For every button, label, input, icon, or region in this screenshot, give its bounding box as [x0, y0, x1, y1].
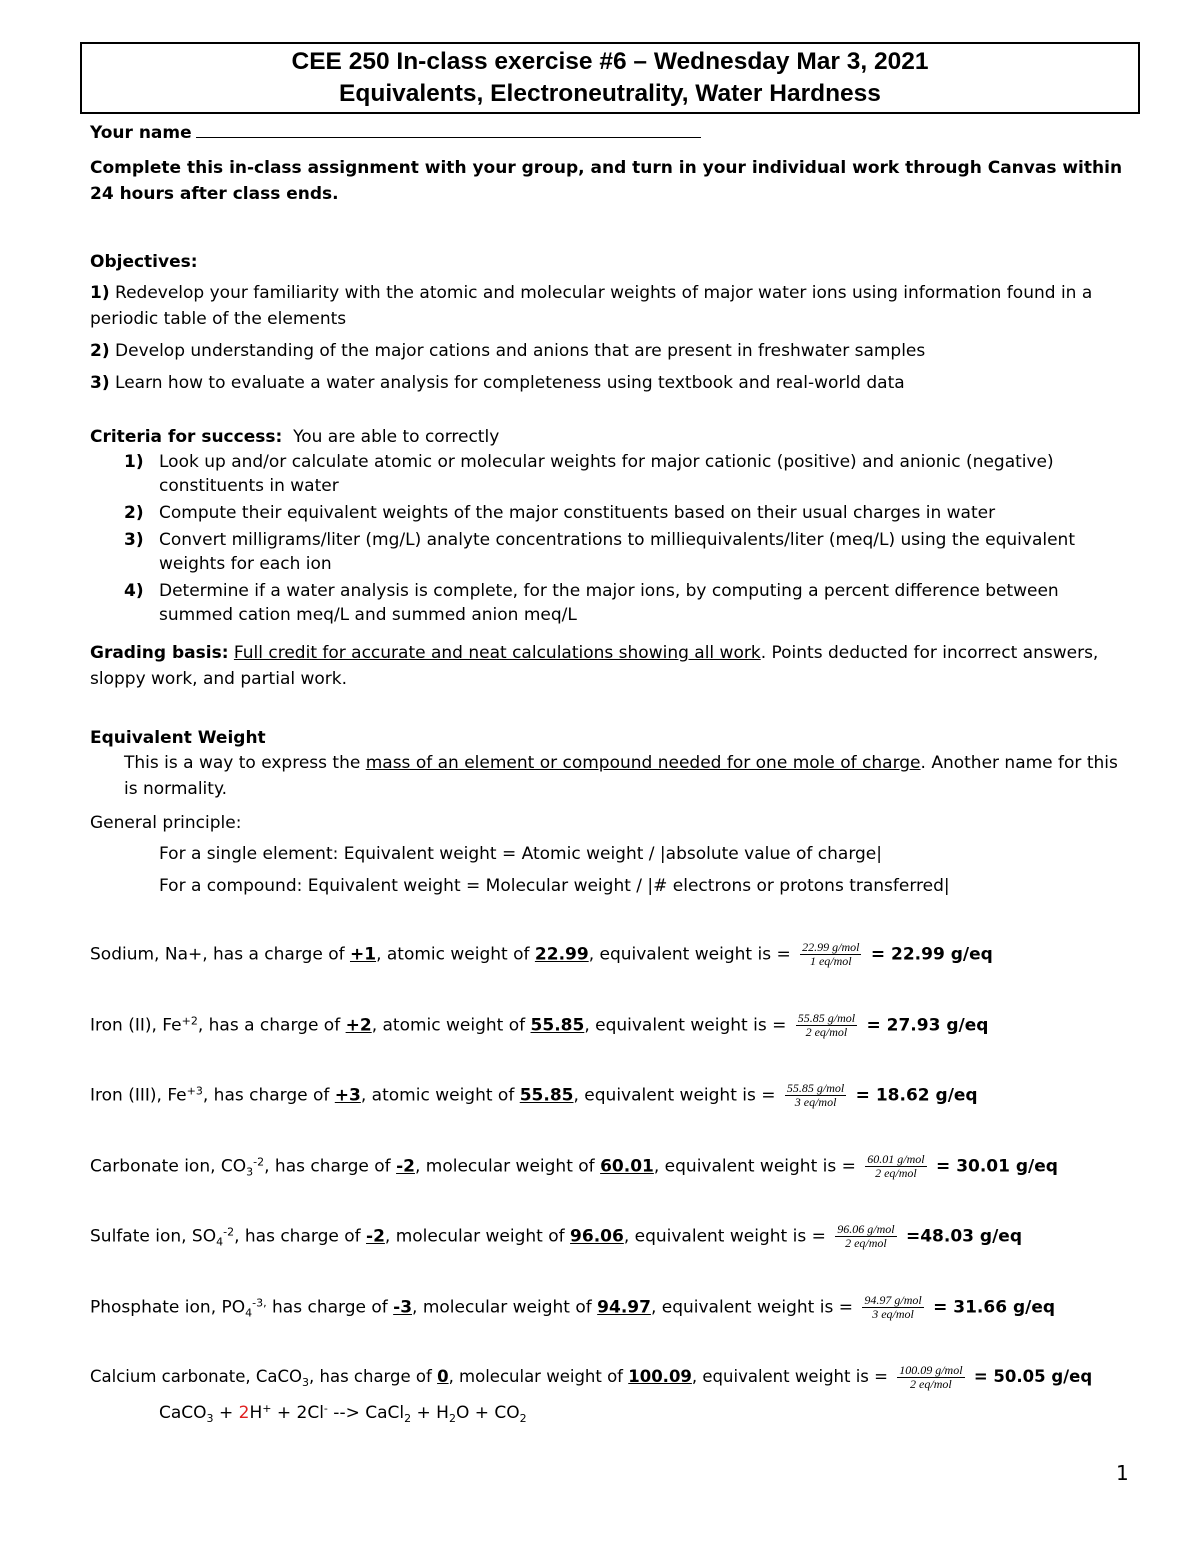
title-box — [80, 42, 1140, 114]
rule-element: For a single element: Equivalent weight = Atomic weight / |absolute value of charge| — [159, 844, 882, 864]
page-title: CEE 250 In-class exercise #6 – Wednesday Mar 3, 2021 — [291, 48, 929, 75]
name-label: Your name — [90, 123, 192, 143]
example-iron-iii: Iron (III), $Fe^{+3}$, has charge of +3, atomic weight of 55.85, equivalent weight is = $\frac{\text{55.85 g/mol}}{\text{3 eq/mol}}$ = 18.62 g/eq — [90, 1081, 978, 1109]
name-blank — [196, 123, 701, 138]
example-sodium: Sodium, Na+, has a charge of +1, atomic weight of 22.99, equivalent weight is = $\frac{\text{22.99 g/mol}}{\text{1 eq/mol}}$ = 22.99 g/eq — [90, 940, 993, 968]
rule-compound: For a compound: Equivalent weight = Molecular weight / |# electrons or protons transferred| — [159, 876, 950, 896]
objectives-heading: Objectives: — [90, 252, 198, 272]
example-iron-ii: Iron (II), $Fe^{+2}$, has a charge of +2, atomic weight of 55.85, equivalent weight is = $\frac{\text{55.85 g/mol}}{\text{2 eq/mol}}$ = 27.93 g/eq — [90, 1011, 989, 1039]
objective-1: 1) Redevelop your familiarity with the atomic and molecular weights of major water ions using information found in a periodic table of the elements — [90, 283, 1093, 329]
page-number: 1 — [1116, 1461, 1129, 1485]
criteria-item: 2) Compute their equivalent weights of the major constituents based on their usual charges in water — [124, 503, 996, 523]
fraction: $\frac{\text{55.85 g/mol}}{\text{3 eq/mol}}$ — [786, 1081, 845, 1109]
criteria-item: 3) Convert milligrams/liter (mg/L) analyte concentrations to milliequivalents/liter (meq/L) using the equivalent weights for each ion — [124, 530, 1075, 574]
grading-basis: Grading basis: Full credit for accurate and neat calculations showing all work. Points deducted for incorrect answers, sloppy work, and partial work. — [90, 643, 1099, 689]
example-phosphate: Phosphate ion, $PO_4^{-3,}$ has charge of -3, molecular weight of 94.97, equivalent weight is = $\frac{\text{94.97 g/mol}}{\text{3 eq/mol}}$ = 31.66 g/eq — [90, 1293, 1056, 1321]
principle-label: General principle: — [90, 813, 242, 833]
example-carbonate: Carbonate ion, $CO_3^{-2}$, has charge of -2, molecular weight of 60.01, equivalent weight is = $\frac{\text{60.01 g/mol}}{\text{2 eq/mol}}$ = 30.01 g/eq — [90, 1152, 1058, 1180]
fraction: $\frac{\text{55.85 g/mol}}{\text{2 eq/mol}}$ — [797, 1011, 856, 1039]
fraction: $\frac{\text{22.99 g/mol}}{\text{1 eq/mol}}$ — [802, 940, 860, 968]
fraction: $\frac{\text{94.97 g/mol}}{\text{3 eq/mol}}$ — [864, 1293, 922, 1321]
name-line — [90, 122, 701, 144]
criteria-heading: Criteria for success: You are able to correctly — [90, 427, 500, 447]
page-subtitle: Equivalents, Electroneutrality, Water Hardness — [339, 80, 881, 107]
fraction: $\frac{\text{96.06 g/mol}}{\text{2 eq/mol}}$ — [837, 1222, 895, 1250]
objective-3: 3) Learn how to evaluate a water analysis for completeness using textbook and real-world data — [90, 373, 905, 393]
fraction: $\frac{\text{100.09 g/mol}}{\text{2 eq/mol}}$ — [899, 1363, 963, 1391]
criteria-item: 4) Determine if a water analysis is complete, for the major ions, by computing a percent difference between summed cation meq/L and summed anion meq/L — [124, 581, 1059, 625]
example-calcium-carbonate: Calcium carbonate, CaCO$_3$, has charge of 0, molecular weight of 100.09, equivalent weight is = $\frac{\text{100.09 g/mol}}{\text{2 eq/mol}}$ = 50.05 g/eq — [90, 1363, 1093, 1391]
instructions: Complete this in-class assignment with your group, and turn in your individual work through Canvas within 24 hours after class ends. — [90, 158, 1123, 204]
equivalent-weight-heading: Equivalent Weight — [90, 728, 266, 748]
fraction: $\frac{\text{60.01 g/mol}}{\text{2 eq/mol}}$ — [867, 1152, 925, 1180]
criteria-item: 1) Look up and/or calculate atomic or molecular weights for major cationic (positive) and anionic (negative) constituents in water — [124, 452, 1054, 496]
equivalent-weight-definition: This is a way to express the mass of an element or compound needed for one mole of charge. Another name for this is normality. — [124, 753, 1118, 799]
objective-2: 2) Develop understanding of the major cations and anions that are present in freshwater samples — [90, 341, 926, 361]
reaction-equation: CaCO$_3$ + 2H+ + 2Cl- --> CaCl$_2$ + $H_2O + CO_2$ — [159, 1402, 527, 1425]
example-sulfate: Sulfate ion, $SO_4^{-2}$, has charge of -2, molecular weight of 96.06, equivalent weight is = $\frac{\text{96.06 g/mol}}{\text{2 eq/mol}}$ =48.03 g/eq — [90, 1222, 1022, 1250]
criteria-list — [124, 450, 1134, 627]
